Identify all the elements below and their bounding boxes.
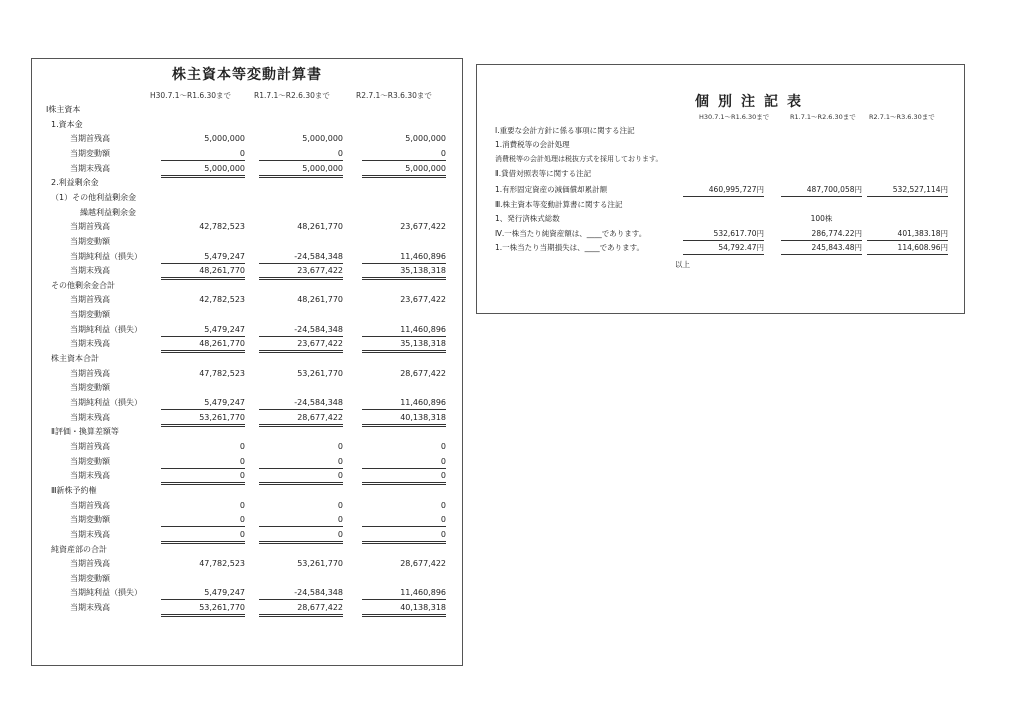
amount-cell: 48,261,770: [161, 337, 245, 353]
row-label: Ⅱ評価・換算差額等: [51, 427, 119, 437]
note-label: 1.消費税等の会計処理: [495, 140, 570, 149]
amount-cell: -24,584,348: [259, 323, 343, 337]
row-label: 当期変動額: [70, 573, 110, 583]
note-value: 114,608.96円: [867, 242, 948, 255]
amount-cell: 48,261,770: [297, 222, 343, 232]
note-label: 1.有形固定資産の減価償却累計額: [495, 185, 608, 194]
row-label: 当期末残高: [70, 603, 110, 613]
amount-cell: 53,261,770: [161, 411, 245, 427]
amount-cell: 11,460,896: [362, 250, 446, 264]
amount-cell: 0: [259, 469, 343, 485]
equity-row: [32, 162, 462, 176]
amount-cell: 0: [161, 513, 245, 527]
note-value: [683, 213, 764, 225]
amount-cell: 0: [161, 455, 245, 469]
note-value: 100株: [810, 214, 833, 223]
row-label: 純資産部の合計: [51, 544, 107, 554]
note-row: [477, 154, 964, 167]
notes-title: 個別注記表: [695, 94, 810, 110]
row-label: 当期首残高: [70, 500, 110, 510]
row-label: 2.利益剰余金: [51, 178, 99, 188]
amount-cell: 0: [362, 528, 446, 544]
amount-cell: 0: [259, 455, 343, 469]
equity-row: [32, 557, 462, 571]
equity-row: [32, 396, 462, 410]
amount-cell: -24,584,348: [259, 250, 343, 264]
amount-cell: 0: [259, 147, 343, 161]
equity-row: [32, 132, 462, 146]
amount-cell: 0: [161, 528, 245, 544]
row-label: Ⅰ株主資本: [46, 105, 81, 114]
row-label: 株主資本合計: [51, 354, 99, 364]
amount-cell: 5,000,000: [161, 162, 245, 178]
note-row: [477, 213, 964, 226]
equity-row: [32, 411, 462, 425]
equity-row: [32, 293, 462, 307]
amount-cell: 0: [337, 500, 343, 510]
row-label: 当期純利益（損失）: [70, 324, 142, 334]
equity-row: [32, 147, 462, 161]
amount-cell: 0: [440, 500, 446, 510]
amount-cell: 28,677,422: [400, 368, 446, 378]
row-label: 当期末残高: [70, 339, 110, 349]
row-label: 当期首残高: [70, 559, 110, 569]
row-label: 当期純利益（損失）: [70, 398, 142, 407]
amount-cell: 23,677,422: [259, 337, 343, 353]
equity-row: [32, 586, 462, 600]
row-label: 当期首残高: [70, 368, 110, 378]
amount-cell: 5,479,247: [161, 396, 245, 410]
equity-row: [32, 176, 462, 190]
amount-cell: 5,000,000: [204, 134, 245, 144]
note-value: [867, 213, 948, 225]
row-label: 当期純利益（損失）: [70, 588, 142, 598]
equity-row: [32, 469, 462, 483]
row-label: 当期首残高: [70, 134, 110, 144]
period-header: R1.7.1～R2.6.30まで: [254, 91, 330, 100]
amount-cell: 0: [161, 147, 245, 161]
amount-cell: 23,677,422: [400, 222, 446, 232]
amount-cell: 47,782,523: [199, 368, 245, 378]
amount-cell: 0: [362, 469, 446, 485]
amount-cell: -24,584,348: [259, 586, 343, 600]
amount-cell: 35,138,318: [362, 264, 446, 280]
note-row: [477, 139, 964, 152]
amount-cell: 28,677,422: [259, 601, 343, 617]
amount-cell: 48,261,770: [297, 295, 343, 305]
amount-cell: 11,460,896: [362, 323, 446, 337]
period-header: R1.7.1～R2.6.30まで: [790, 113, 856, 121]
amount-cell: 5,000,000: [405, 134, 446, 144]
amount-cell: 0: [362, 147, 446, 161]
equity-row: [32, 440, 462, 454]
row-label: 当期末残高: [70, 471, 110, 481]
note-value: 286,774.22円: [781, 228, 862, 241]
row-label: 当期末残高: [70, 266, 110, 276]
row-label: 1.資本金: [51, 119, 83, 129]
amount-cell: 23,677,422: [400, 295, 446, 305]
amount-cell: 0: [362, 455, 446, 469]
note-row: [477, 228, 964, 241]
amount-cell: 0: [259, 513, 343, 527]
row-label: その他剰余金合計: [51, 280, 115, 290]
note-label: Ⅳ.一株当たり純資産額は、____であります。: [495, 229, 647, 238]
notes-panel: [476, 64, 965, 314]
period-header: R2.7.1～R3.6.30まで: [869, 113, 935, 121]
amount-cell: 0: [259, 528, 343, 544]
amount-cell: 0: [362, 513, 446, 527]
note-row: [477, 125, 964, 138]
equity-row: [32, 250, 462, 264]
equity-row: [32, 279, 462, 293]
amount-cell: 0: [161, 469, 245, 485]
note-label: 1、発行済株式総数: [495, 214, 560, 223]
row-label: 当期純利益（損失）: [70, 251, 142, 261]
row-label: 当期首残高: [70, 295, 110, 305]
equity-row: [32, 484, 462, 498]
footer-text: 以上: [675, 260, 690, 269]
row-label: 当期首残高: [70, 441, 110, 451]
period-header: H30.7.1～R1.6.30まで: [150, 91, 232, 100]
note-row: [477, 199, 964, 212]
equity-row: [32, 103, 462, 117]
row-label: 当期変動額: [70, 456, 110, 466]
row-label: 当期変動額: [70, 148, 110, 158]
amount-cell: 5,479,247: [161, 323, 245, 337]
note-row: [477, 242, 964, 255]
row-label: 当期変動額: [70, 310, 110, 320]
equity-statement-panel: [31, 58, 463, 666]
equity-row: [32, 513, 462, 527]
amount-cell: 28,677,422: [259, 411, 343, 427]
amount-cell: 53,261,770: [297, 559, 343, 569]
row-label: 当期変動額: [70, 383, 110, 393]
row-label: 繰越利益剰余金: [80, 207, 136, 217]
note-value: 245,843.48円: [781, 242, 862, 255]
note-label: Ⅰ.重要な会計方針に係る事項に関する注記: [495, 126, 635, 135]
equity-row: [32, 381, 462, 395]
amount-cell: 5,479,247: [161, 586, 245, 600]
equity-row: [32, 337, 462, 351]
equity-row: [32, 220, 462, 234]
equity-row: [32, 323, 462, 337]
amount-cell: 5,000,000: [259, 162, 343, 178]
note-value: 532,527,114円: [867, 184, 948, 197]
equity-row: [32, 118, 462, 132]
equity-row: [32, 367, 462, 381]
amount-cell: 23,677,422: [259, 264, 343, 280]
note-label: 消費税等の会計処理は税抜方式を採用しております。: [495, 155, 663, 163]
amount-cell: 42,782,523: [199, 222, 245, 232]
period-header: H30.7.1～R1.6.30まで: [699, 113, 770, 121]
amount-cell: 5,000,000: [362, 162, 446, 178]
row-label: 当期末残高: [70, 163, 110, 173]
amount-cell: 11,460,896: [362, 586, 446, 600]
amount-cell: -24,584,348: [259, 396, 343, 410]
equity-row: [32, 601, 462, 615]
row-label: 当期変動額: [70, 236, 110, 246]
amount-cell: 5,479,247: [161, 250, 245, 264]
amount-cell: 28,677,422: [400, 559, 446, 569]
amount-cell: 11,460,896: [362, 396, 446, 410]
amount-cell: 0: [337, 441, 343, 451]
amount-cell: 0: [239, 500, 245, 510]
amount-cell: 42,782,523: [199, 295, 245, 305]
period-header: R2.7.1～R3.6.30まで: [356, 91, 432, 100]
note-label: Ⅲ.株主資本等変動計算書に関する注記: [495, 200, 623, 209]
note-value: 487,700,058円: [781, 184, 862, 197]
amount-cell: 40,138,318: [362, 411, 446, 427]
note-value: 532,617.70円: [683, 228, 764, 241]
notes-footer: [477, 259, 964, 272]
note-value: 54,792.47円: [683, 242, 764, 255]
note-row: [477, 184, 964, 197]
amount-cell: 40,138,318: [362, 601, 446, 617]
equity-row: [32, 528, 462, 542]
equity-row: [32, 235, 462, 249]
equity-row: [32, 206, 462, 220]
amount-cell: 35,138,318: [362, 337, 446, 353]
equity-row: [32, 455, 462, 469]
note-label: 1.一株当たり当期損失は、____であります。: [495, 243, 645, 252]
amount-cell: 0: [440, 441, 446, 451]
amount-cell: 5,000,000: [302, 134, 343, 144]
equity-row: [32, 191, 462, 205]
amount-cell: 48,261,770: [161, 264, 245, 280]
equity-row: [32, 264, 462, 278]
note-row: [477, 168, 964, 181]
row-label: 当期末残高: [70, 529, 110, 539]
equity-row: [32, 352, 462, 366]
equity-row: [32, 499, 462, 513]
note-label: Ⅱ.貸借対照表等に関する注記: [495, 169, 592, 178]
equity-statement-title: 株主資本等変動計算書: [172, 67, 322, 83]
equity-row: [32, 543, 462, 557]
amount-cell: 0: [239, 441, 245, 451]
row-label: Ⅲ新株予約権: [51, 485, 97, 495]
row-label: 当期首残高: [70, 222, 110, 232]
note-value: 460,995,727円: [683, 184, 764, 197]
row-label: 当期変動額: [70, 515, 110, 525]
equity-row: [32, 425, 462, 439]
amount-cell: 53,261,770: [297, 368, 343, 378]
equity-row: [32, 572, 462, 586]
equity-row: [32, 308, 462, 322]
row-label: （1）その他利益剰余金: [51, 192, 137, 202]
row-label: 当期末残高: [70, 412, 110, 422]
amount-cell: 47,782,523: [199, 559, 245, 569]
note-value: 401,383.18円: [867, 228, 948, 241]
amount-cell: 53,261,770: [161, 601, 245, 617]
